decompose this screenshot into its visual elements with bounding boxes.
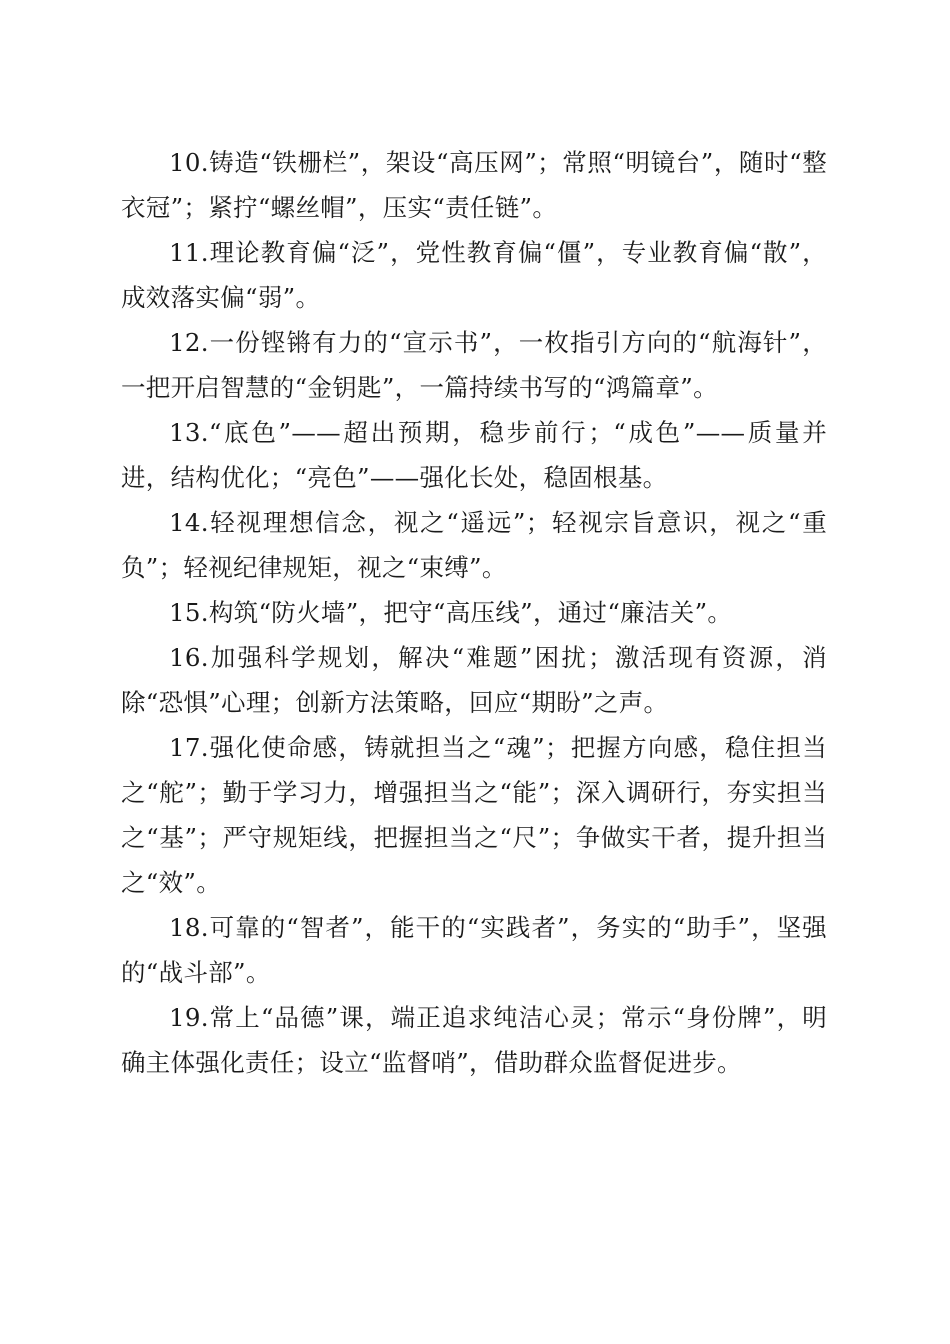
paragraph-19: 19.常上“品德”课，端正追求纯洁心灵；常示“身份牌”，明确主体强化责任；设立“监督哨”，借助群众监督促进步。	[121, 1003, 827, 1077]
paragraph-12: 12.一份铿锵有力的“宣示书”，一枚指引方向的“航海针”，一把开启智慧的“金钥匙”，一篇持续书写的“鸿篇章”。	[121, 328, 827, 402]
document-page	[121, 140, 827, 1085]
paragraph-17: 17.强化使命感，铸就担当之“魂”；把握方向感，稳住担当之“舵”；勤于学习力，增强担当之“能”；深入调研行，夯实担当之“基”；严守规矩线，把握担当之“尺”；争做实干者，提升担当之“效”。	[121, 733, 827, 897]
paragraph-16: 16.加强科学规划，解决“难题”困扰；激活现有资源，消除“恐惧”心理；创新方法策略，回应“期盼”之声。	[121, 643, 827, 717]
paragraph-18: 18.可靠的“智者”，能干的“实践者”，务实的“助手”，坚强的“战斗部”。	[121, 913, 827, 987]
paragraph-14: 14.轻视理想信念，视之“遥远”；轻视宗旨意识，视之“重负”；轻视纪律规矩，视之“束缚”。	[121, 508, 827, 582]
paragraph-13: 13.“底色”——超出预期，稳步前行；“成色”——质量并进，结构优化；“亮色”——强化长处，稳固根基。	[121, 418, 827, 492]
paragraph-11: 11.理论教育偏“泛”，党性教育偏“僵”，专业教育偏“散”，成效落实偏“弱”。	[121, 238, 827, 312]
paragraph-15: 15.构筑“防火墙”，把守“高压线”，通过“廉洁关”。	[169, 598, 733, 627]
paragraph-10: 10.铸造“铁栅栏”，架设“高压网”；常照“明镜台”，随时“整衣冠”；紧拧“螺丝帽”，压实“责任链”。	[121, 148, 827, 222]
